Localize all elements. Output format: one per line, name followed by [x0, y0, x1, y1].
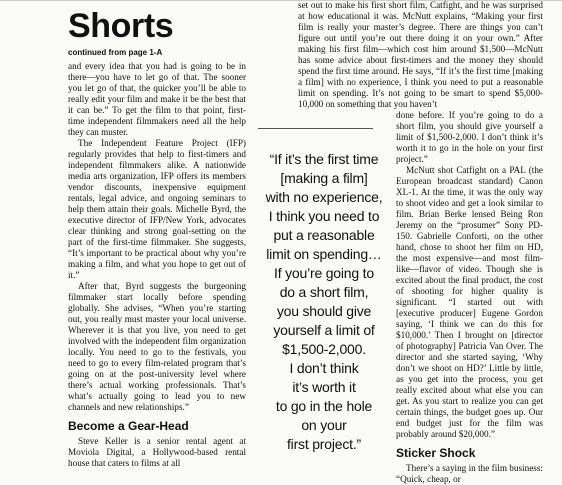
right-body-indented: [396, 110, 543, 440]
left-paragraph-after-subhead: Steve Keller is a senior rental agent at Moviola Digital, a Hollywood-based rental house that caters to films at all: [68, 436, 246, 468]
pull-quote-line: it’s worth it: [292, 379, 356, 395]
right-body-after-subhead: [396, 463, 543, 485]
pull-quote-line: [making a film]: [280, 170, 368, 186]
section-title: Shorts: [68, 7, 174, 45]
pull-quote-line: If you’re going to: [274, 265, 374, 281]
right-paragraph-indented-1: done before. If you’re going to do a short film, you should give yourself a limit of $1,500-2,000. I don’t think it’s worth it to go in the hole on your first project.”: [396, 110, 543, 164]
pull-quote-line: with no experience,: [265, 189, 383, 205]
pull-quote-line: yourself a limit of: [273, 322, 375, 338]
left-body-after-subhead: [68, 436, 246, 469]
pull-quote-line: do a short film,: [279, 284, 369, 300]
pull-quote-line: first project.”: [286, 436, 361, 452]
right-paragraph-indented-2: McNutt shot Catfight on a PAL (the European broadcast standard) Canon XL-1. At the time, it was the only way to shoot video and get a look similar to film. Brian Berke lensed Being Ron Jeremy on the “prosumer” Sony PD-150. Gabrielle Conforti, on the other hand, chose to shoot her film on HD, the most expensive—and most film-like—flavor of video. Though she is excited about the final product, the cost of shooting for higher quality is significant. “I started out with [executive producer] Eugene Gordon saying, ‘I think we can do this for $10,000.’ Then I brought on [director of photography] Patricia Van Over. The director and she started saying, ‘Why don’t we shoot on HD?’ Little by little, as you get into the process, you get really excited about what else you can get. As you start to realize you can get certain things, the budget goes up. Our end budget just for the film was probably around $20,000.”: [396, 165, 543, 439]
right-body-top: [298, 0, 543, 110]
left-paragraph-2: The Independent Feature Project (IFP) regularly provides that help to first-timers and independent filmmakers alike. A nationwide media arts organization, IFP offers its members vendor discounts, inexpensive equipment rentals, legal advice, and ongoing seminars to help them attain their goals. Michelle Byrd, the executive director of IFP/New York, advocates clear thinking and strong goal-setting on the part of the first-time filmmaker. She suggests, “It’s important to be practical about why you’re making a film, and what you hope to get out of it.”: [68, 138, 246, 280]
pull-quote-line: put a reasonable: [273, 227, 375, 243]
pull-quote-line: on your: [301, 417, 347, 433]
right-paragraph-top: set out to make his first short film, Catfight, and he was surprised at how educational it was. McNutt explains, “Making your first film is really your master’s degree. There are things you can’t figure out until you’re out there doing it on your own.” After making his first film—which cost him around $1,500—McNutt has some advice about first-timers and the money they should spend the first time around. He says, “If it’s the first time [making a film] with no experience, I think you need to put a reasonable limit on spending. It’s not going to be smart to spend $5,000-10,000 on something that you haven’t: [298, 0, 543, 109]
pull-quote-line: “If it’s the first time: [269, 151, 379, 167]
continued-line: continued from page 1-A: [68, 48, 163, 57]
right-column: [298, 0, 543, 485]
left-body: [68, 61, 246, 413]
subhead-gear-head: Become a Gear-Head: [68, 419, 189, 433]
pull-quote-line: you should give: [276, 303, 372, 319]
right-paragraph-after-subhead: There’s a saying in the film business: “Quick, cheap, or: [396, 463, 543, 484]
left-column: [68, 0, 246, 469]
subhead-sticker-shock: Sticker Shock: [396, 446, 476, 460]
left-paragraph-1: and every idea that you had is going to be in there—you have to let go of that. The sooner you let go of that, the quicker you’ll be able to really edit your film and make it be the best that it can be.” To get the film to that point, first-time independent filmmakers need all the help they can muster.: [68, 61, 246, 137]
left-paragraph-3: After that, Byrd suggests the burgeoning filmmaker start locally before spending globally. She advises, “When you’re starting out, you really must master your local universe. Wherever it is that you live, you need to get involved with the independent film organization locally. You need to go to the festivals, you need to go to every film-related program that’s going on at the post-university level where there’s actual working professionals. That’s what’s actually going to lead you to new channels and new relationships.”: [68, 281, 246, 412]
pull-quote-line: to go in the hole: [275, 398, 373, 414]
pull-quote-line: I don’t think: [289, 360, 359, 376]
pull-quote-line: I think you need to: [268, 208, 380, 224]
pull-quote-line: limit on spending…: [266, 246, 382, 262]
pull-quote-line: $1,500-2,000.: [282, 341, 366, 357]
